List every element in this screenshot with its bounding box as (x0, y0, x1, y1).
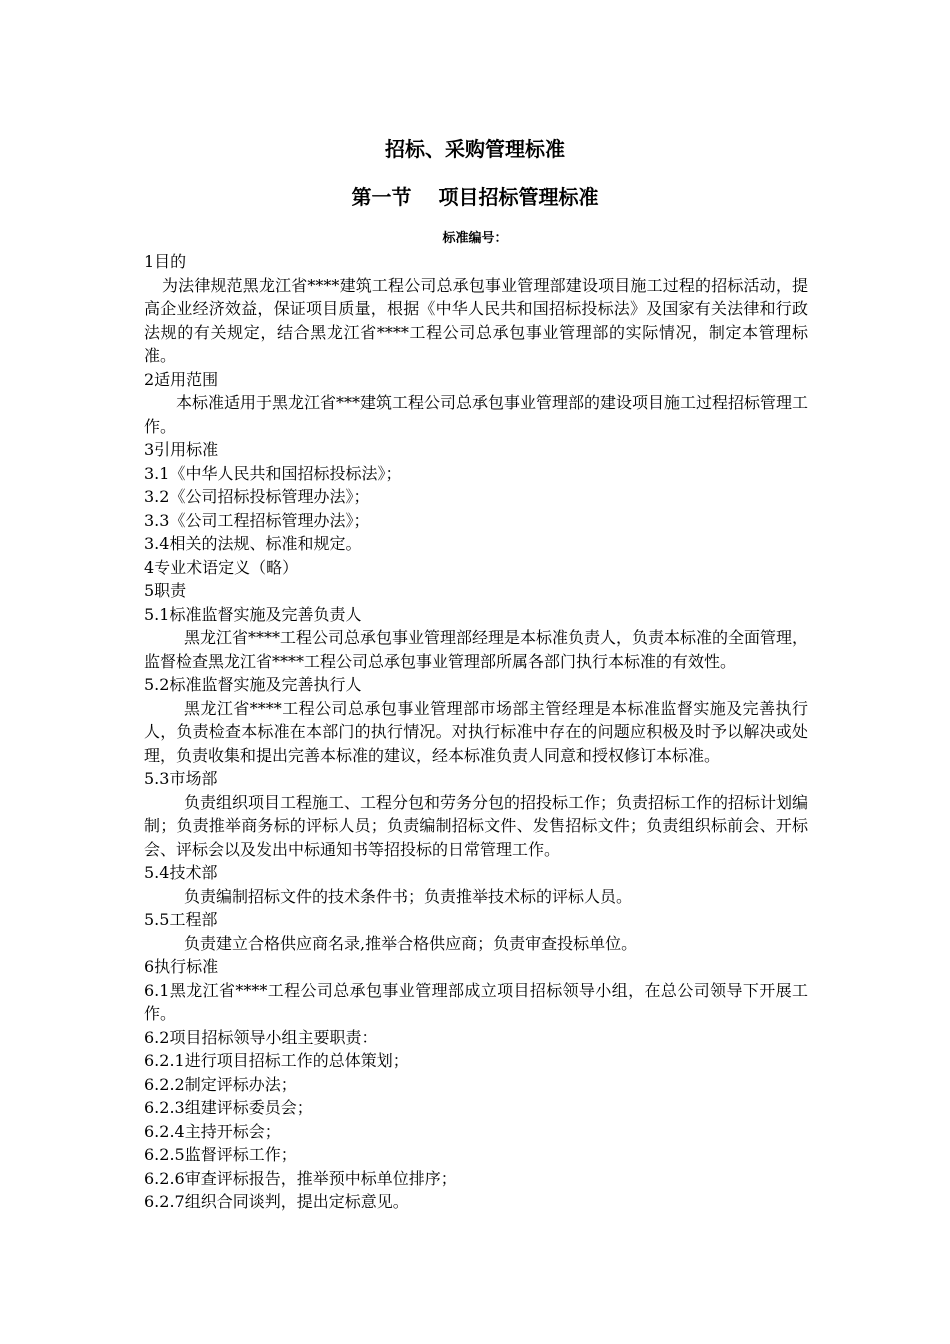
list-item: 6.2.1进行项目招标工作的总体策划； (144, 1051, 409, 1070)
list-item: 6.1黑龙江省****工程公司总承包事业管理部成立项目招标领导小组，在总公司领导下开展工作。 (144, 980, 808, 1023)
section-heading: 4专业术语定义（略） (144, 557, 299, 577)
list-item: 3.4相关的法规、标准和规定。 (144, 534, 362, 553)
paragraph: 负责组织项目工程施工、工程分包和劳务分包的招投标工作；负责招标工作的招标计划编制；负责推举商务标的评标人员；负责编制招标文件、发售招标文件；负责组织标前会、开标会、评标会以及发出中标通知书等招投标的日常管理工作。 (144, 792, 809, 859)
list-item: 6.2.3组建评标委员会； (144, 1098, 313, 1117)
subsection-heading: 5.5工程部 (144, 910, 218, 929)
list-item: 6.2.7组织合同谈判，提出定标意见。 (144, 1192, 409, 1211)
list-item: 6.2.6审查评标报告，推举预中标单位排序； (144, 1168, 457, 1188)
paragraph: 本标准适用于黑龙江省***建筑工程公司总承包事业管理部的建设项目施工过程招标管理工作。 (144, 393, 809, 436)
paragraph: 负责建立合格供应商名录,推举合格供应商；负责审查投标单位。 (184, 933, 638, 953)
list-item: 3.1《中华人民共和国招标投标法》； (144, 463, 402, 483)
list-item: 6.2.2制定评标办法； (144, 1074, 297, 1094)
document-body (144, 250, 808, 1214)
paragraph: 黑龙江省****工程公司总承包事业管理部经理是本标准负责人，负责本标准的全面管理，监督检查黑龙江省****工程公司总承包事业管理部所属各部门执行本标准的有效性。 (144, 628, 809, 671)
section-heading: 3引用标准 (144, 440, 219, 459)
standard-number-label: 标准编号： (442, 231, 508, 246)
list-item: 6.2.5监督评标工作； (144, 1145, 297, 1164)
section-heading: 1目的 (144, 252, 187, 271)
section-heading: 6执行标准 (144, 957, 219, 976)
paragraph: 为法律规范黑龙江省****建筑工程公司总承包事业管理部建设项目施工过程的招标活动，提高企业经济效益，保证项目质量，根据《中华人民共和国招标投标法》及国家有关法律和行政法规的有关规定，结合黑龙江省****工程公司总承包事业管理部的实际情况，制定本管理标准。 (144, 275, 808, 365)
subsection-heading: 5.2标准监督实施及完善执行人 (144, 675, 362, 694)
paragraph: 负责编制招标文件的技术条件书；负责推举技术标的评标人员。 (184, 886, 633, 906)
list-item: 6.2.4主持开标会； (144, 1121, 281, 1141)
section-heading: 2适用范围 (144, 369, 219, 389)
subsection-heading: 5.4技术部 (144, 863, 218, 882)
subsection-heading: 5.1标准监督实施及完善负责人 (144, 604, 362, 624)
subsection-heading: 5.3市场部 (144, 769, 218, 788)
section-heading: 5职责 (144, 581, 187, 600)
section-title: 第一节 项目招标管理标准 (351, 185, 599, 209)
paragraph: 黑龙江省****工程公司总承包事业管理部市场部主管经理是本标准监督实施及完善执行人，负责检查本标准在本部门的执行情况。对执行标准中存在的问题应积极及时予以解决或处理，负责收集和提出完善本标准的建议，经本标准负责人同意和授权修订本标准。 (144, 698, 808, 765)
document-title: 招标、采购管理标准 (385, 137, 565, 161)
list-item: 6.2项目招标领导小组主要职责： (144, 1027, 378, 1047)
list-item: 3.3《公司工程招标管理办法》； (144, 510, 370, 530)
list-item: 3.2《公司招标投标管理办法》； (144, 487, 370, 506)
